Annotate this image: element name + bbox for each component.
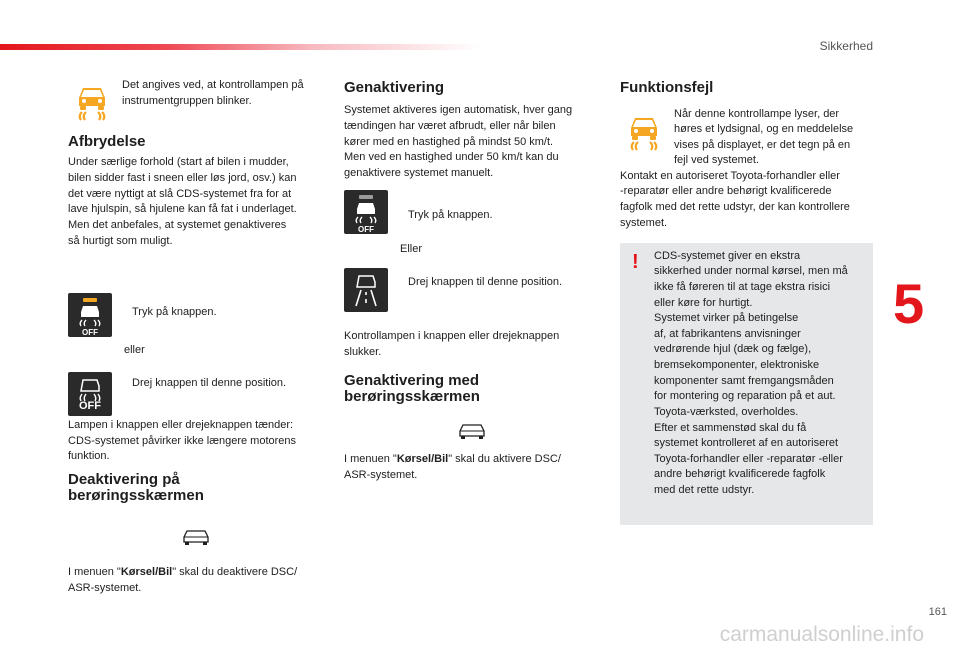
para-gen-l3: kører med en hastighed på mindst 50 km/t. xyxy=(344,136,554,148)
heading-genaktivering: Genaktivering xyxy=(344,79,445,96)
para-gen-l5: genaktivere systemet manuelt. xyxy=(344,167,494,179)
warning-l10: for montering og reparation på et aut. xyxy=(654,390,836,402)
col1-or-text: eller xyxy=(124,344,145,356)
heading-gen-touch-l1: Genaktivering med xyxy=(344,372,480,389)
warning-l4: eller køre for hurtigt. xyxy=(654,297,753,309)
heading-deaktivering-l2: berøringsskærmen xyxy=(68,487,204,504)
warning-l13: systemet kontrolleret af en autoriseret xyxy=(654,437,839,449)
fault-text-l1: Når denne kontrollampe lyser, der xyxy=(674,108,840,120)
col1-bullet-press: Tryk på knappen. xyxy=(132,306,217,318)
para-afbrydelse-l1: Under særlige forhold (start af bilen i mudder, xyxy=(68,156,289,168)
warning-exclamation-icon: ! xyxy=(632,251,639,273)
para-afbrydelse-l6: så hurtigt som muligt. xyxy=(68,235,173,247)
dsc-on-knob-icon xyxy=(344,268,388,312)
fault-text-l3: vises på displayet, er det tegn på en xyxy=(674,139,851,151)
warning-l2: sikkerhed under normal kørsel, men må xyxy=(654,265,848,277)
para-afbrydelse-l5: Men det anbefales, at systemet genaktiveres xyxy=(68,219,287,231)
intro-text-line2: instrumentgruppen blinker. xyxy=(122,95,252,107)
col2-bullet-turn: Drej knappen til denne position. xyxy=(408,276,563,288)
warning-l9: komponenter samt fremgangsmåden xyxy=(654,375,834,387)
col1-menu-text-l1: I menuen "Kørsel/Bil" skal du deaktivere DSC/ xyxy=(68,566,298,578)
para-gen-l2: tændingen har været afbrudt, eller når bilen xyxy=(344,120,556,132)
warning-l14: Toyota-forhandler eller -reparatør -eller xyxy=(654,453,843,465)
contact-text-l3: fagfolk med det rette udstyr, der kan kontrollere xyxy=(620,201,850,213)
para-afbrydelse-l3: det være nyttigt at slå CDS-systemet fra for at xyxy=(68,188,292,200)
dsc-off-knob-icon xyxy=(68,372,112,416)
para-afbrydelse-l2: bilen sidder fast i sneen eller løs jord, osv.) kan xyxy=(68,172,297,184)
intro-text-line1: Det angives ved, at kontrollampen på xyxy=(122,79,304,91)
contact-text-l4: systemet. xyxy=(620,217,668,229)
off-label: OFF xyxy=(358,225,374,234)
warning-l15: andre behørigt kvalificerede fagfolk xyxy=(654,468,826,480)
section-title: Sikkerhed xyxy=(819,39,873,53)
col2-menu-text-l1: I menuen "Kørsel/Bil" skal du aktivere DSC/ xyxy=(344,453,561,465)
warning-l8: bremsekomponenter, elektroniske xyxy=(654,359,820,371)
fault-text-l2: høres et lydsignal, og en meddelelse xyxy=(674,123,854,135)
col1-bullet-turn: Drej knappen til denne position. xyxy=(132,377,287,389)
dsc-off-button-icon xyxy=(344,190,388,234)
col2-or-text: Eller xyxy=(400,243,423,255)
header-accent-bar xyxy=(0,44,480,50)
off-label: OFF xyxy=(82,328,98,337)
warning-l5: Systemet virker på betingelse xyxy=(654,312,799,324)
heading-gen-touch-l2: berøringsskærmen xyxy=(344,388,480,405)
heading-funktionsfejl: Funktionsfejl xyxy=(620,79,714,96)
col2-menu-text-l2: ASR-systemet. xyxy=(344,469,418,481)
warning-l1: CDS-systemet giver en ekstra xyxy=(654,250,801,262)
contact-text-l1: Kontakt en autoriseret Toyota-forhandler eller xyxy=(620,170,840,182)
para-lamp-l1: Lampen i knappen eller drejeknappen tænder: xyxy=(68,419,294,431)
car-icon xyxy=(181,528,211,546)
skid-warning-lamp-icon xyxy=(624,112,664,152)
dsc-off-button-icon xyxy=(68,293,112,337)
para-gen2-l2: slukker. xyxy=(344,346,382,358)
para-gen2-l1: Kontrollampen i knappen eller drejeknappen xyxy=(344,330,560,342)
car-icon xyxy=(457,422,487,440)
fault-text-l4: fejl ved systemet. xyxy=(674,154,759,166)
heading-afbrydelse: Afbrydelse xyxy=(68,133,146,150)
warning-l11: Toyota-værksted, overholdes. xyxy=(654,406,799,418)
col1-menu-text-l2: ASR-systemet. xyxy=(68,582,142,594)
warning-l7: vedrørende hjul (dæk og fælge), xyxy=(654,343,812,355)
para-gen-l4: Men ved en hastighed under 50 km/t kan du xyxy=(344,151,559,163)
para-lamp-l2: CDS-systemet påvirker ikke længere motorens xyxy=(68,435,297,447)
para-afbrydelse-l4: lave hjulspin, så hjulene kan få fat i underlaget. xyxy=(68,203,297,215)
para-lamp-l3: funktion. xyxy=(68,450,110,462)
chapter-number: 5 xyxy=(893,272,925,335)
skid-warning-lamp-icon xyxy=(72,82,112,122)
warning-l16: med det rette udstyr. xyxy=(654,484,755,496)
watermark: carmanualsonline.info xyxy=(719,623,924,646)
warning-l12: Efter et sammenstød skal du få xyxy=(654,422,807,434)
heading-deaktivering-l1: Deaktivering på xyxy=(68,471,180,488)
col2-bullet-press: Tryk på knappen. xyxy=(408,209,493,221)
page-number: 161 xyxy=(928,606,947,618)
off-label: OFF xyxy=(79,400,101,412)
contact-text-l2: -reparatør eller andre behørigt kvalificerede xyxy=(620,185,832,197)
warning-l6: af, at fabrikantens anvisninger xyxy=(654,328,801,340)
warning-l3: ikke få føreren til at tage ekstra risici xyxy=(654,281,831,293)
para-gen-l1: Systemet aktiveres igen automatisk, hver gang xyxy=(344,104,573,116)
